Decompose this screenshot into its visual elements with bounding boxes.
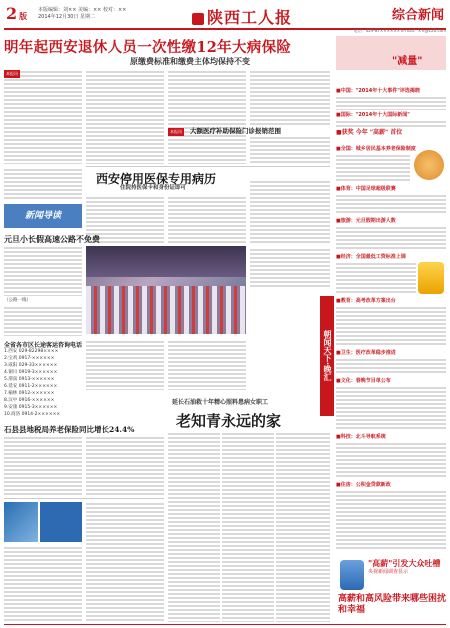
- article4-col1: [4, 246, 82, 296]
- sidebar-text: [336, 442, 446, 478]
- sidebar-text: [336, 154, 410, 182]
- sidebar-item-text: ■中国："2014年十大事件"评选揭晓: [336, 88, 420, 94]
- sidebar-item: [336, 130, 446, 136]
- sidebar-item-text: ■旅游：元旦假期出游人数: [336, 218, 396, 224]
- main-subheadline: 原缴费标准和缴费主体均保持不变: [130, 57, 250, 66]
- main-article-tag: 本报讯: [6, 71, 18, 76]
- meta-editors: 本版编辑：刘×× 美编：×× 校对：××: [38, 7, 127, 13]
- sidebar-bottom-text: 央视新闻调查显示: [368, 569, 409, 575]
- divider: [4, 498, 164, 499]
- phone-list-item: 7.榆林 0912-××××××: [4, 391, 55, 396]
- phone-list-item: 9.安康 0915-3××××××: [4, 405, 58, 410]
- article3-subtitle: 住院持医保卡和身份证即可: [120, 185, 187, 191]
- article4-col1b: [4, 306, 82, 336]
- sidebar-top-title: "减量": [392, 56, 423, 67]
- phone-list-item: 4.铜川 0919-3××××××: [4, 370, 58, 375]
- sidebar-text: [336, 358, 446, 374]
- sidebar-item-text: ■教育：高考改革方案出台: [336, 298, 396, 304]
- phone-list-item: 5.渭南 0913-××××××: [4, 377, 55, 382]
- page-number: [6, 4, 27, 23]
- sidebar-bottom-headline: 高薪和高风险带来哪些困扰和幸福: [338, 594, 447, 615]
- phone-list-item: 8.汉中 0916-××××××: [4, 398, 55, 403]
- article5-col3: [4, 546, 82, 622]
- article2-tag: 本报讯: [170, 129, 182, 134]
- phone-list-item: 2.宝鸡 0917-××××××: [4, 356, 55, 361]
- sidebar-item-text: ■科技：北斗导航系统: [336, 434, 386, 440]
- article-left-body: [4, 168, 82, 200]
- sidebar-item: [336, 298, 446, 304]
- article6-title: 老知青永远的家: [176, 412, 282, 430]
- sidebar-top-box: [336, 36, 446, 70]
- sidebar-item: [336, 88, 446, 94]
- article4-col3: [168, 340, 246, 390]
- sidebar-bottom-title: "高薪"引发大众吐槽: [368, 558, 441, 568]
- sidebar-item-text: ■文化：春晚节目单公布: [336, 378, 391, 384]
- article6-col1: [168, 432, 220, 622]
- sidebar-banner: 朝闻天下·晚汇: [320, 296, 334, 416]
- sidebar-item-text: ■住房：公积金贷款新政: [336, 482, 391, 488]
- phone-list-item: 1.西安 029-82298××××: [4, 349, 59, 354]
- main-article-col1: [4, 70, 82, 164]
- article3-col2: [168, 196, 246, 244]
- page-header: [4, 4, 446, 33]
- sidebar-text: [336, 306, 446, 346]
- masthead: [192, 5, 292, 28]
- article5-title: 石县县地税局养老保险同比增长24.4%: [4, 425, 135, 434]
- sidebar-text: [336, 194, 446, 214]
- cartoon-figure-icon: [418, 262, 444, 294]
- article4-heading1: （公路一线）: [4, 298, 31, 303]
- page-meta: [38, 7, 158, 21]
- main-article-col3: [168, 70, 246, 164]
- sidebar-text: [336, 96, 446, 110]
- article3-title: 西安停用医保专用病历: [96, 172, 217, 186]
- sidebar-item: [336, 218, 446, 224]
- cartoon-figure-icon: [340, 560, 364, 590]
- main-article-col4: [250, 70, 330, 126]
- article6-subtitle: 延长石油救十年精心照料患病女职工: [172, 399, 269, 406]
- phone-list: [4, 348, 164, 418]
- cartoon-figure-icon: [414, 150, 444, 180]
- photo-caption-body: [250, 248, 330, 288]
- sidebar-item-text: ■经济：全国最低工资标准上调: [336, 254, 406, 260]
- sidebar-item: [336, 434, 446, 440]
- sidebar-item-text: ■全国：城乡居民基本养老保险制度: [336, 146, 416, 152]
- article6-col3: [276, 432, 330, 622]
- article6-col2: [222, 432, 274, 622]
- main-headline: 明年起西安退休人员一次性缴12年大病保险: [4, 39, 292, 56]
- masthead-logo-icon: [192, 13, 204, 25]
- small-photo: [4, 502, 38, 542]
- sidebar-text: [336, 120, 446, 128]
- sidebar-item: [336, 482, 446, 488]
- phone-list-item: 10.商洛 0914-2××××××: [4, 412, 61, 417]
- sidebar-text: [336, 490, 446, 550]
- sidebar-item-text: ■体育：中国足球超级联赛: [336, 186, 396, 192]
- sidebar-item: [336, 186, 446, 192]
- small-banner: [40, 502, 82, 542]
- article5-col1: [4, 436, 82, 496]
- phone-list-heading: 全省各市区长途客运咨询电话: [4, 342, 83, 349]
- sidebar-item: [336, 112, 446, 118]
- news-guide-banner: 新闻导读: [4, 204, 82, 228]
- article3-col3: [250, 180, 330, 244]
- masthead-title: 陕西工人报: [207, 8, 293, 27]
- event-photo: [86, 246, 246, 334]
- article2-body: [250, 136, 330, 164]
- footer-rule: [4, 624, 446, 625]
- meta-date: 2014年12月30日 星期二: [38, 14, 96, 20]
- sidebar-text: [336, 226, 446, 250]
- sidebar-item: [336, 350, 446, 356]
- phone-list-item: 6.延安 0911-2××××××: [4, 384, 58, 389]
- photo-roof: [86, 246, 246, 277]
- article2-title: 大额医疗补助保险门诊报销范围: [190, 127, 281, 135]
- article5-col2: [86, 436, 164, 496]
- phone-list-item: 3.咸阳 029-33××××××: [4, 363, 58, 368]
- article5-col4: [86, 502, 164, 622]
- divider: [86, 166, 330, 167]
- article4-title: 元旦小长假高速公路不免费: [4, 234, 100, 244]
- sidebar-item: [336, 378, 446, 384]
- section-title: 综合新闻: [391, 8, 444, 23]
- sidebar-item-text: ■获奖 今年 "高薪" 首位: [336, 129, 403, 136]
- contact-line: 电话：029-87×××××× E-mail：××@126.com: [353, 28, 446, 33]
- sidebar-text: [336, 386, 446, 430]
- main-article-col2: [86, 70, 164, 164]
- page-suffix: 版: [19, 11, 28, 21]
- sidebar-item-text: ■国际："2014年十大国际新闻": [336, 112, 410, 118]
- sidebar-item-text: ■卫生：医疗改革稳步推进: [336, 350, 396, 356]
- photo-people: [86, 286, 246, 334]
- sidebar-item: [336, 254, 446, 260]
- page-number-digit: 2: [6, 4, 18, 23]
- sidebar-text: [336, 262, 416, 294]
